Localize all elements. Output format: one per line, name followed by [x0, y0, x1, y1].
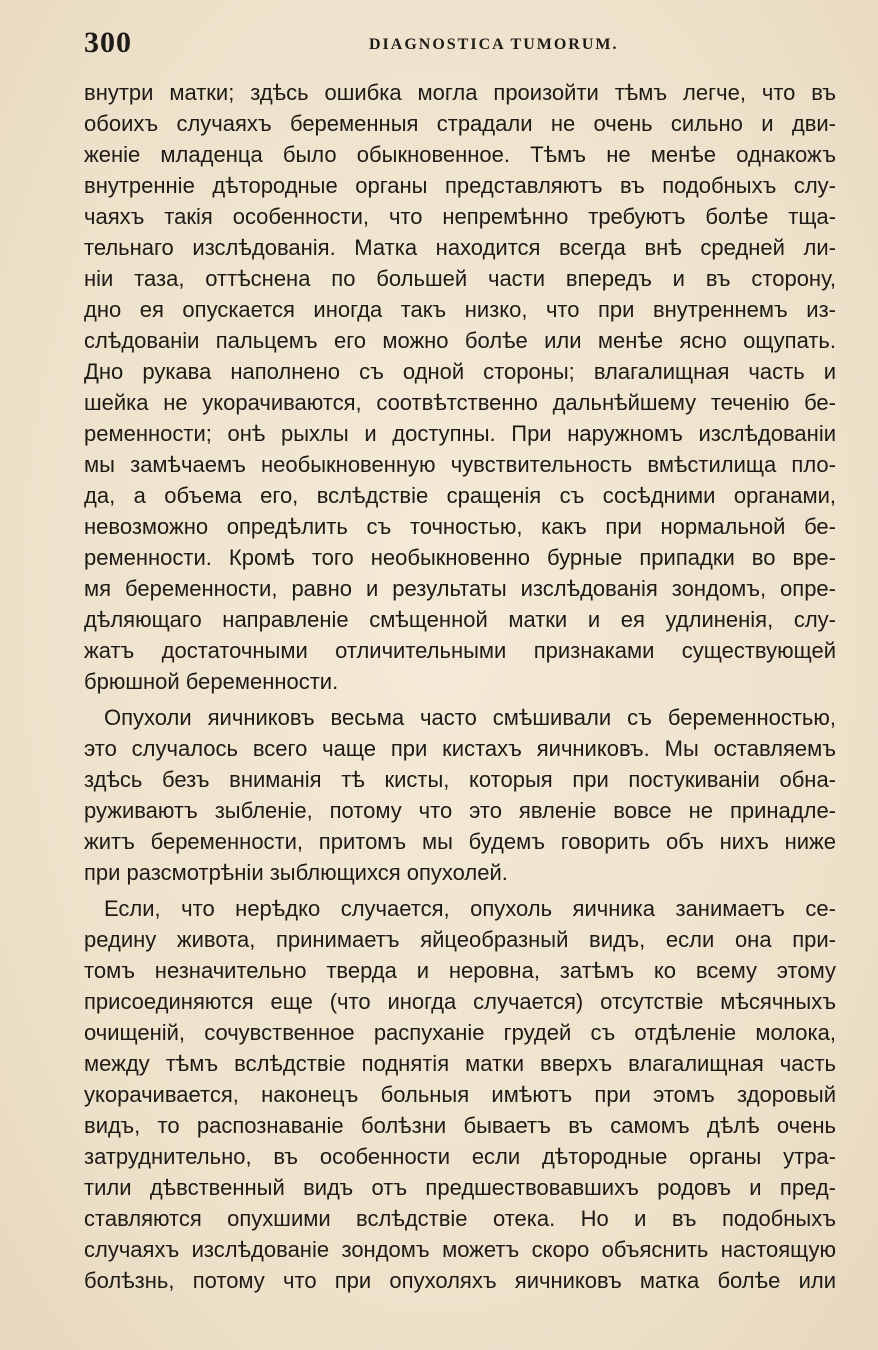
text-line: жатъ достаточными отличительными признаками существующей [84, 638, 836, 663]
text-line: болѣзнь, потому что при опухоляхъ яичниковъ матка болѣе или [84, 1268, 836, 1293]
page-header [84, 26, 838, 66]
text-line: Опухоли яичниковъ весьма часто смѣшивали съ беременностью, [104, 705, 836, 730]
text-line: ременности. Кромѣ того необыкновенно бурные припадки во вре- [84, 545, 836, 570]
text-line: Дно рукава наполнено съ одной стороны; влагалищная часть и [84, 359, 836, 384]
text-line: да, а объема его, вслѣдствіе сращенія съ сосѣдними органами, [84, 483, 836, 508]
text-line: ніи таза, оттѣснена по большей части впередъ и въ сторону, [84, 266, 836, 291]
running-head: DIAGNOSTICA TUMORUM. [369, 36, 619, 53]
text-line: между тѣмъ вслѣдствіе поднятія матки вверхъ влагалищная часть [84, 1051, 836, 1076]
text-line: невозможно опредѣлить съ точностью, какъ при нормальной бе- [84, 514, 836, 539]
text-line: Если, что нерѣдко случается, опухоль яичника занимаетъ се- [104, 896, 836, 921]
text-line: чаяхъ такія особенности, что непремѣнно требуютъ болѣе тща- [84, 204, 836, 229]
text-line: ставляются опухшими вслѣдствіе отека. Но и въ подобныхъ [84, 1206, 836, 1231]
text-line: случаяхъ изслѣдованіе зондомъ можетъ скоро объяснить настоящую [84, 1237, 836, 1262]
text-line: мы замѣчаемъ необыкновенную чувствительность вмѣстилища пло- [84, 452, 836, 477]
text-line: слѣдованіи пальцемъ его можно болѣе или менѣе ясно ощупать. [84, 328, 836, 353]
text-line: внутренніе дѣтородные органы представляютъ въ подобныхъ слу- [84, 173, 836, 198]
text-line: тельнаго изслѣдованія. Матка находится всегда внѣ средней ли- [84, 235, 836, 260]
text-line: томъ незначительно тверда и неровна, затѣмъ ко всему этому [84, 958, 836, 983]
text-line: дѣляющаго направленіе смѣщенной матки и ея удлиненія, слу- [84, 607, 836, 632]
text-line: брюшной беременности. [84, 669, 339, 694]
text-line: шейка не укорачиваются, соотвѣтственно дальнѣйшему теченію бе- [84, 390, 836, 415]
text-line: обоихъ случаяхъ беременныя страдали не очень сильно и дви- [84, 111, 836, 136]
text-line: это случалось всего чаще при кистахъ яичниковъ. Мы оставляемъ [84, 736, 836, 761]
text-line: укорачивается, наконецъ больныя имѣютъ при этомъ здоровый [84, 1082, 836, 1107]
text-line: затруднительно, въ особенности если дѣтородные органы утра- [84, 1144, 836, 1169]
page-number: 300 [84, 26, 132, 59]
text-line: при разсмотрѣніи зыблющихся опухолей. [84, 860, 508, 885]
text-line: тили дѣвственный видъ отъ предшествовавшихъ родовъ и пред- [84, 1175, 836, 1200]
text-line: присоединяются еще (что иногда случается) отсутствіе мѣсячныхъ [84, 989, 836, 1014]
text-line: дно ея опускается иногда такъ низко, что при внутреннемъ из- [84, 297, 836, 322]
text-line: руживаютъ зыбленіе, потому что это явленіе вовсе не принадле- [84, 798, 836, 823]
text-line: житъ беременности, притомъ мы будемъ говорить объ нихъ ниже [84, 829, 836, 854]
text-line: видъ, то распознаваніе болѣзни бываетъ въ самомъ дѣлѣ очень [84, 1113, 836, 1138]
text-line: здѣсь безъ вниманія тѣ кисты, которыя при постукиваніи обна- [84, 767, 836, 792]
text-line: мя беременности, равно и результаты изслѣдованія зондомъ, опре- [84, 576, 836, 601]
text-line: очищеній, сочувственное распуханіе грудей съ отдѣленіе молока, [84, 1020, 836, 1045]
text-line: ременности; онѣ рыхлы и доступны. При наружномъ изслѣдованіи [84, 421, 836, 446]
text-line: внутри матки; здѣсь ошибка могла произойти тѣмъ легче, что въ [84, 80, 836, 105]
text-line: редину живота, принимаетъ яйцеобразный видъ, если она при- [84, 927, 836, 952]
text-line: женіе младенца было обыкновенное. Тѣмъ не менѣе однакожъ [84, 142, 836, 167]
